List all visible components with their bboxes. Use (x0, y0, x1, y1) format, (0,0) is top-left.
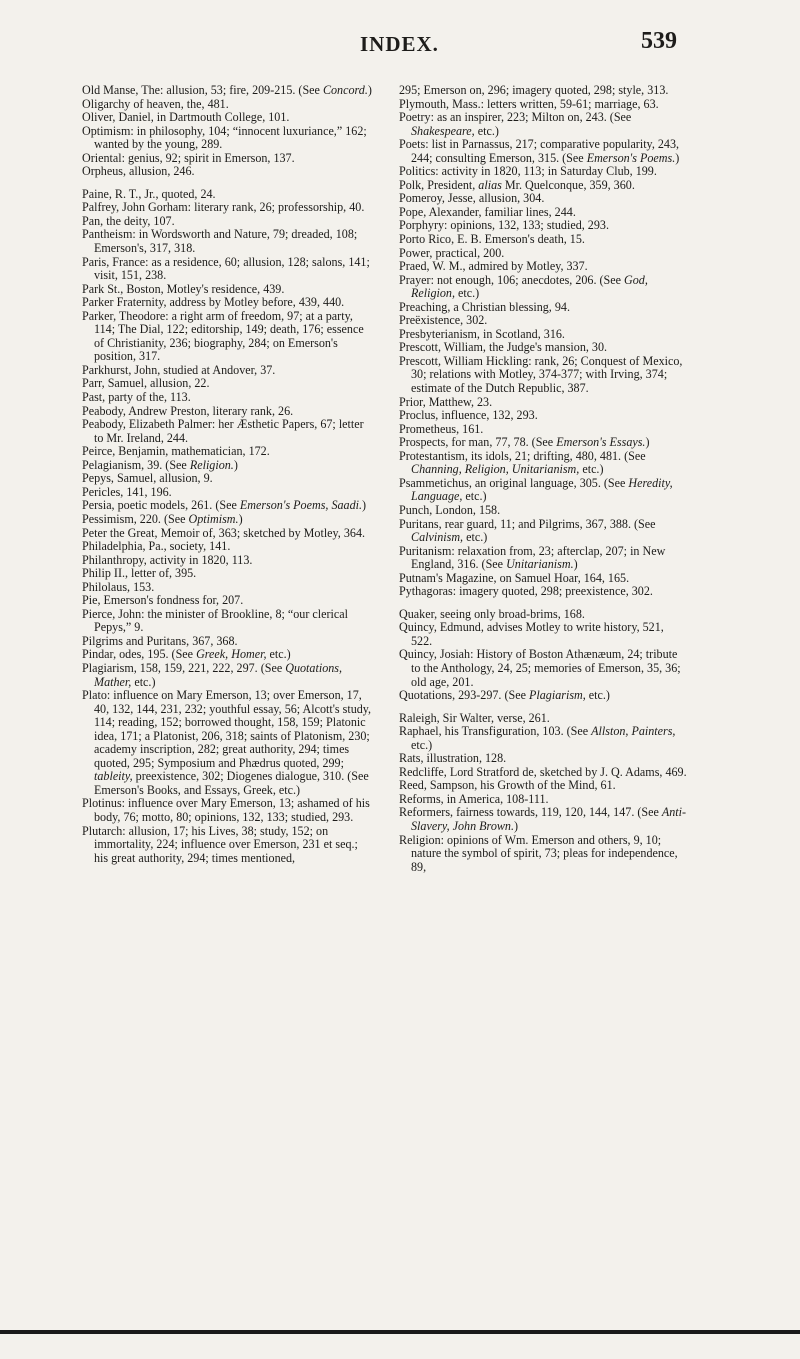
index-entry-text: Quincy, Edmund, advises Motley to write history, 521, 522. (399, 620, 664, 648)
index-entry-text: Raphael, his Transfiguration, 103. (See (399, 724, 592, 739)
index-entry (399, 301, 687, 315)
index-entry-text: Rats, illustration, 128. (399, 751, 507, 766)
index-entry-text: Proclus, influence, 132, 293. (399, 408, 538, 423)
index-entry-text: Porto Rico, E. B. Emerson's death, 15. (399, 232, 585, 247)
index-entry-italic: Anti-Slavery, John Brown. (411, 805, 687, 833)
index-entry-text: ) (675, 150, 680, 165)
index-entry (82, 486, 372, 500)
index-entry (82, 418, 372, 445)
index-entry-text: Preëxistence, 302. (399, 313, 488, 328)
index-entry-text: Orpheus, allusion, 246. (82, 164, 195, 179)
index-entry-text: Politics: activity in 1820, 113; in Saturday Club, 199. (399, 164, 657, 179)
running-head: INDEX. (360, 32, 439, 56)
index-entry-text: Parker, Theodore: a right arm of freedom, 97; at a party, 114; The Dial, 122; editorship, 149; death, 176; essence of Christianity, 236; biography, 284; on Emerson's position, 317. (82, 308, 364, 364)
index-entry-text: etc.) (266, 647, 291, 662)
index-entry (399, 219, 687, 233)
index-entry-text: Oliver, Daniel, in Dartmouth College, 101. (82, 110, 290, 125)
index-entry (399, 355, 687, 396)
index-entry (399, 834, 687, 875)
index-entry-italic: Optimism. (188, 511, 239, 526)
index-entry-text: Prayer: not enough, 106; anecdotes, 206. (See (399, 272, 625, 287)
index-column-left (82, 84, 372, 865)
index-entry (399, 545, 687, 572)
index-entry (399, 621, 687, 648)
index-entry-text: Redcliffe, Lord Stratford de, sketched by J. Q. Adams, 469. (399, 764, 687, 779)
index-entry-text: Pantheism: in Wordsworth and Nature, 79; dreaded, 108; Emerson's, 317, 318. (82, 227, 358, 256)
index-entry-text: Optimism: in philosophy, 104; “innocent luxuriance,” 162; wanted by the young, 289. (82, 123, 367, 152)
index-entry-text: Prescott, William, the Judge's mansion, 30. (399, 340, 608, 355)
index-entry-text: Pomeroy, Jesse, allusion, 304. (399, 191, 545, 206)
index-entry (399, 585, 687, 599)
index-entry-text: Plutarch: allusion, 17; his Lives, 38; study, 152; on immortality, 224; influence over Emerson, 231 et seq.; his great authority, 294; times mentioned, (82, 823, 358, 865)
index-entry (82, 567, 372, 581)
index-entry-text: Peabody, Andrew Preston, literary rank, 26. (82, 403, 294, 418)
index-entry (399, 752, 687, 766)
index-entry (82, 405, 372, 419)
index-entry-italic: Emerson's Poems. (586, 150, 676, 165)
index-entry-text: Plymouth, Mass.: letters written, 59-61; marriage, 63. (399, 96, 659, 111)
index-entry-text: Reformers, fairness towards, 119, 120, 144, 147. (See (399, 805, 662, 820)
index-entry (399, 648, 687, 689)
index-entry (82, 283, 372, 297)
index-entry (82, 459, 372, 473)
index-entry (82, 201, 372, 215)
index-entry (399, 504, 687, 518)
index-entry (82, 445, 372, 459)
index-entry-text: etc.) (585, 688, 610, 703)
index-entry-text: Palfrey, John Gorham: literary rank, 26; professorship, 40. (82, 200, 365, 215)
index-entry (82, 554, 372, 568)
index-entry-text: Pierce, John: the minister of Brookline, 8; “our clerical Pepys,” 9. (82, 606, 348, 635)
index-entry-text: preexistence, 302; Diogenes dialogue, 310. (See Emerson's Books, and Essays, Greek, etc.) (94, 769, 369, 797)
index-entry (82, 377, 372, 391)
index-entry-text: Parker Fraternity, address by Motley before, 439, 440. (82, 295, 345, 310)
index-entry (399, 328, 687, 342)
index-entry-italic: Channing, Religion, Unitarianism, (411, 462, 580, 477)
index-entry (82, 527, 372, 541)
index-entry (399, 341, 687, 355)
index-entry (399, 274, 687, 301)
index-entry-text: Power, practical, 200. (399, 245, 505, 260)
index-entry (82, 635, 372, 649)
index-entry-text: ) (367, 83, 372, 97)
index-entry-italic: Calvinism, (411, 530, 464, 545)
index-entry-text: Philadelphia, Pa., society, 141. (82, 539, 231, 554)
index-entry (82, 662, 372, 689)
index-entry-text: Punch, London, 158. (399, 502, 501, 517)
index-entry-text: etc.) (131, 674, 156, 689)
index-entry-text: Plotinus: influence over Mary Emerson, 13; ashamed of his body, 76; motto, 80; opinions, 132, 133; studied, 293. (82, 796, 370, 824)
index-column-right (399, 84, 687, 874)
index-entry (82, 152, 372, 166)
index-entry (399, 518, 687, 545)
index-entry-text: Putnam's Magazine, on Samuel Hoar, 164, 165. (399, 570, 630, 585)
index-entry (399, 206, 687, 220)
index-entry-text: Peter the Great, Memoir of, 363; sketched by Motley, 364. (82, 525, 366, 540)
index-entry-text: Prometheus, 161. (399, 421, 484, 436)
index-entry (399, 572, 687, 586)
index-entry-italic: Quotations, Mather, (94, 660, 343, 689)
page-header (0, 18, 800, 58)
bottom-rule (0, 1330, 800, 1334)
index-entry (399, 233, 687, 247)
index-entry-italic: alias (478, 177, 502, 192)
index-entry (399, 260, 687, 274)
index-entry-text: Praed, W. M., admired by Motley, 337. (399, 259, 588, 274)
index-entry (82, 581, 372, 595)
index-entry-text: Philolaus, 153. (82, 579, 155, 594)
index-entry-text: Park St., Boston, Motley's residence, 439. (82, 281, 285, 296)
index-entry-italic: God, Religion, (411, 272, 648, 301)
index-entry-italic: Religion. (189, 457, 234, 472)
index-entry (399, 138, 687, 165)
index-entry-text: Porphyry: opinions, 132, 133; studied, 293. (399, 218, 609, 233)
index-entry-text: Pie, Emerson's fondness for, 207. (82, 593, 244, 608)
index-entry-text: Religion: opinions of Wm. Emerson and others, 9, 10; nature the symbol of spirit, 73; pleas for independence, 89, (399, 832, 678, 874)
index-entry-text: Pericles, 141, 196. (82, 484, 172, 499)
index-entry-text: Pepys, Samuel, allusion, 9. (82, 471, 213, 486)
index-entry-text: Parr, Samuel, allusion, 22. (82, 376, 210, 391)
index-entry-text: Plato: influence on Mary Emerson, 13; over Emerson, 17, 40, 132, 144, 231, 232; youthful essay, 56; Alcott's study, 114; reading, 152; borrowed thought, 158, 159; Platonic idea, 171; a Platonist, 206, 318; saints of Platonism, 230; academy inscription, 282; great authority, 294; times quoted, 295; Symposium and Phædrus quoted, 299; (82, 688, 372, 770)
index-entry-text: Persia, poetic models, 261. (See (82, 498, 240, 513)
index-entry (399, 111, 687, 138)
index-entry (399, 436, 687, 450)
index-entry-text: ) (573, 557, 578, 572)
index-entry-italic: tableity, (94, 769, 133, 784)
index-entry-text: Puritanism: relaxation from, 23; afterclap, 207; in New England, 316. (See (399, 543, 666, 572)
index-entry (399, 779, 687, 793)
index-entry-text: etc.) (579, 462, 604, 477)
index-entry (82, 825, 372, 866)
index-entry (82, 111, 372, 125)
index-entry (399, 247, 687, 261)
index-entry (399, 423, 687, 437)
index-entry-text: Polk, President, (399, 177, 479, 192)
index-entry (82, 310, 372, 364)
index-entry-text: Pan, the deity, 107. (82, 213, 175, 228)
index-entry-text: Raleigh, Sir Walter, verse, 261. (399, 710, 550, 725)
index-entry (82, 472, 372, 486)
index-entry (399, 409, 687, 423)
index-entry (82, 513, 372, 527)
index-entry (399, 192, 687, 206)
index-entry-text: Protestantism, its idols, 21; drifting, 480, 481. (See (399, 448, 646, 463)
index-entry-italic: Greek, Homer, (196, 647, 267, 662)
index-entry-text: 295; Emerson on, 296; imagery quoted, 298; style, 313. (399, 83, 669, 97)
page-number: 539 (641, 28, 677, 54)
index-entry (82, 98, 372, 112)
index-entry (399, 712, 687, 726)
index-entry-text: ) (645, 435, 650, 450)
index-entry-text: Paine, R. T., Jr., quoted, 24. (82, 186, 216, 201)
index-entry (399, 766, 687, 780)
index-entry (82, 165, 372, 179)
index-entry (399, 689, 687, 703)
index-entry-text: Paris, France: as a residence, 60; allusion, 128; salons, 141; visit, 151, 238. (82, 254, 370, 283)
index-entry-text: Prior, Matthew, 23. (399, 394, 493, 409)
index-entry-text: ) (233, 457, 238, 472)
index-entry-text: Poetry: as an inspirer, 223; Milton on, 243. (See (399, 110, 632, 125)
index-entry (82, 296, 372, 310)
index-entry (399, 450, 687, 477)
index-entry-text: ) (514, 818, 519, 833)
index-entry (82, 499, 372, 513)
index-entry-text: Pope, Alexander, familiar lines, 244. (399, 204, 576, 219)
index-entry-text: Pythagoras: imagery quoted, 298; preexistence, 302. (399, 584, 653, 599)
index-entry-italic: Plagiarism, (529, 688, 586, 703)
index-entry-text: Reforms, in America, 108-111. (399, 791, 549, 806)
index-entry-text: Pilgrims and Puritans, 367, 368. (82, 633, 238, 648)
index-entry-text: Peirce, Benjamin, mathematician, 172. (82, 444, 270, 459)
index-entry-text: etc.) (411, 737, 433, 752)
index-entry-text: etc.) (462, 489, 487, 504)
index-entry-text: Reed, Sampson, his Growth of the Mind, 61. (399, 778, 616, 793)
index-entry (82, 188, 372, 202)
index-entry-text: Pelagianism, 39. (See (82, 457, 190, 472)
index-entry (82, 256, 372, 283)
index-entry (82, 391, 372, 405)
index-entry (82, 215, 372, 229)
index-entry-italic: Shakespeare, (411, 123, 475, 138)
index-entry (399, 608, 687, 622)
index-entry (399, 806, 687, 833)
index-entry (399, 477, 687, 504)
index-entry (82, 228, 372, 255)
index-entry (399, 314, 687, 328)
index-entry-italic: Unitarianism. (506, 557, 574, 572)
index-entry (82, 84, 372, 98)
index-entry-text: Past, party of the, 113. (82, 390, 191, 405)
index-entry (82, 689, 372, 797)
index-entry (82, 594, 372, 608)
index-entry (399, 165, 687, 179)
index-entry-text: Quotations, 293-297. (See (399, 688, 529, 703)
index-entry-text: Quincy, Josiah: History of Boston Athænæum, 24; tribute to the Anthology, 24, 25; memories of Emerson, 35, 36; old age, 201. (399, 647, 681, 689)
index-entry-text: Quaker, seeing only broad-brims, 168. (399, 606, 585, 621)
index-entry (399, 725, 687, 752)
index-entry-text: Parkhurst, John, studied at Andover, 37. (82, 362, 276, 377)
index-entry (82, 364, 372, 378)
index-entry-text: Psammetichus, an original language, 305. (See (399, 475, 629, 490)
index-entry-text: Poets: list in Parnassus, 217; comparative popularity, 243, 244; consulting Emerson, 315. (See (399, 137, 680, 165)
index-entry (399, 179, 687, 193)
index-entry (399, 396, 687, 410)
index-entry-text: Oligarchy of heaven, the, 481. (82, 96, 229, 111)
index-entry-text: Pindar, odes, 195. (See (82, 647, 197, 662)
index-entry-text: Mr. Quelconque, 359, 360. (501, 177, 635, 192)
index-entry-text: Presbyterianism, in Scotland, 316. (399, 326, 565, 341)
index-entry (399, 84, 687, 98)
index-entry (82, 648, 372, 662)
index-entry-text: Old Manse, The: allusion, 53; fire, 209-215. (See (82, 83, 323, 97)
index-entry (399, 793, 687, 807)
index-entry-italic: Emerson's Poems, Saadi. (239, 498, 363, 513)
index-entry-text: Philip II., letter of, 395. (82, 566, 197, 581)
index-entry-italic: Concord. (322, 83, 368, 97)
index-entry-text: Plagiarism, 158, 159, 221, 222, 297. (See (82, 660, 286, 675)
index-entry-text: ) (362, 498, 367, 513)
index-entry-text: Preaching, a Christian blessing, 94. (399, 299, 570, 314)
index-entry-italic: Heredity, Language, (411, 475, 673, 504)
index-entry-text: Puritans, rear guard, 11; and Pilgrims, 367, 388. (See (399, 516, 656, 531)
index-entry (82, 797, 372, 824)
index-entry (399, 98, 687, 112)
index-entry (82, 125, 372, 152)
index-entry-text: Oriental: genius, 92; spirit in Emerson, 137. (82, 150, 295, 165)
index-entry-italic: Emerson's Essays. (556, 435, 646, 450)
index-entry-text: Pessimism, 220. (See (82, 511, 189, 526)
index-entry-text: etc.) (455, 286, 480, 301)
index-entry-text: Philanthropy, activity in 1820, 113. (82, 552, 253, 567)
index-entry-italic: Allston, Painters, (591, 724, 676, 739)
index-entry-text: ) (238, 511, 243, 526)
index-entry-text: Prescott, William Hickling: rank, 26; Conquest of Mexico, 30; relations with Motley, 374-377; with Irving, 374; estimate of the Dutch Republic, 387. (399, 353, 683, 396)
index-entry (82, 540, 372, 554)
index-entry-text: Peabody, Elizabeth Palmer: her Æsthetic Papers, 67; letter to Mr. Ireland, 244. (82, 417, 364, 445)
index-entry-text: etc.) (463, 530, 488, 545)
index-entry-text: Prospects, for man, 77, 78. (See (399, 435, 557, 450)
index-entry-text: etc.) (474, 123, 499, 138)
index-entry (82, 608, 372, 635)
